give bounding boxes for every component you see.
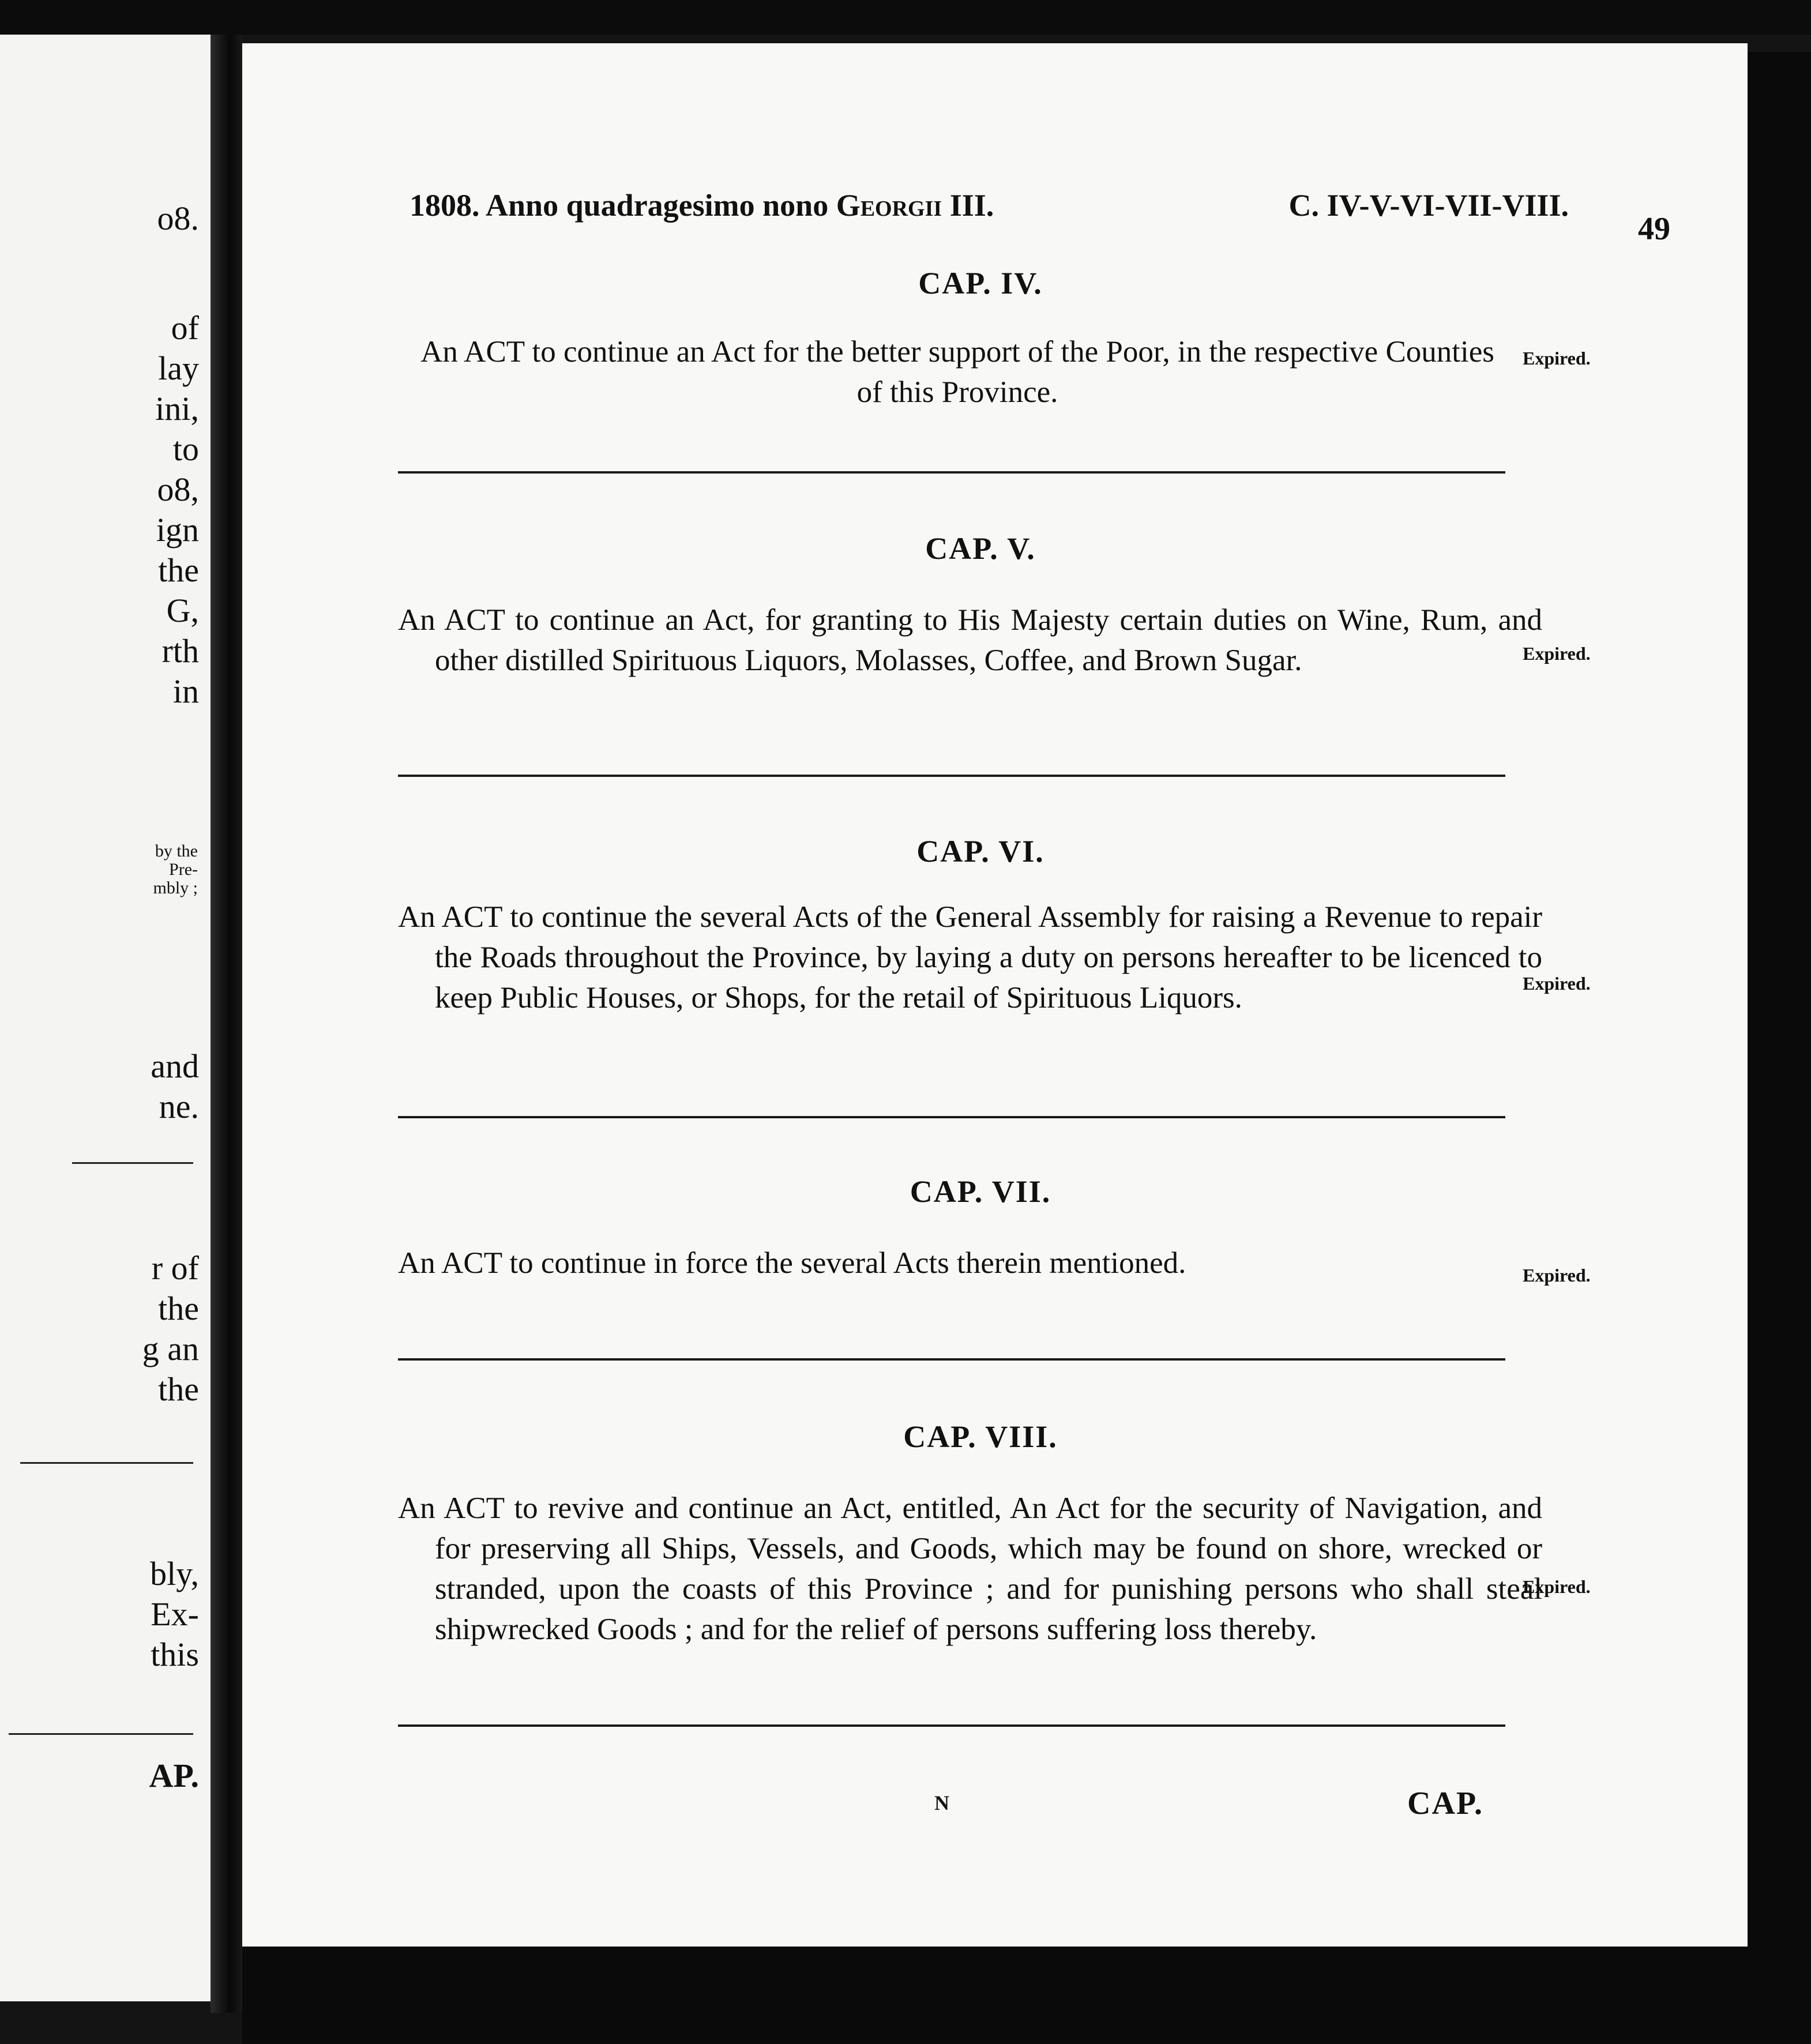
scan-border-top bbox=[0, 0, 1811, 35]
running-head bbox=[409, 187, 1569, 223]
left-page-line: lay bbox=[158, 350, 199, 387]
left-margin-note: by the bbox=[155, 841, 198, 861]
left-page-line: G, bbox=[166, 592, 199, 629]
left-page-line: this bbox=[151, 1636, 199, 1673]
act-text: An ACT to continue an Act, for granting to His Majesty certain duties on Wine, Rum, and other distilled Spirituous Liquors, Molasses, Coffee, and Brown Sugar. bbox=[398, 603, 1542, 677]
left-rule bbox=[20, 1462, 193, 1464]
scan-border-bottom bbox=[242, 1947, 1748, 2044]
book-gutter bbox=[211, 35, 242, 2013]
left-page-line: the bbox=[158, 551, 199, 589]
scan-border-right bbox=[1748, 52, 1811, 2044]
left-page-line: of bbox=[171, 309, 199, 347]
cap-heading: CAP. VI. bbox=[916, 834, 1044, 869]
left-rule bbox=[9, 1733, 193, 1735]
running-head-chapters: C. IV-V-VI-VII-VIII. bbox=[1288, 188, 1569, 223]
status-note: Expired. bbox=[1523, 1576, 1591, 1597]
page-number: 49 bbox=[1638, 211, 1670, 247]
left-catchword: AP. bbox=[149, 1757, 199, 1794]
cap-heading: CAP. VIII. bbox=[903, 1419, 1058, 1454]
left-page-line: the bbox=[158, 1370, 199, 1408]
signature-mark: N bbox=[934, 1791, 949, 1814]
status-note: Expired. bbox=[1523, 973, 1591, 994]
left-page-fragment bbox=[0, 35, 211, 2001]
left-page-line: in bbox=[172, 672, 199, 710]
status-note: Expired. bbox=[1523, 348, 1591, 369]
left-margin-note: Pre- bbox=[169, 860, 198, 879]
right-page bbox=[242, 43, 1748, 1947]
left-page-line: g an bbox=[142, 1330, 199, 1367]
cap-heading: CAP. VII. bbox=[910, 1174, 1051, 1209]
left-page-line: the bbox=[158, 1290, 199, 1327]
left-margin-note: mbly ; bbox=[153, 878, 198, 897]
section-rule bbox=[398, 775, 1505, 777]
left-page-line: and bbox=[151, 1047, 199, 1085]
running-head-regnal: III. bbox=[949, 188, 994, 223]
left-page-line: to bbox=[172, 430, 199, 468]
left-page-line: Ex- bbox=[151, 1595, 199, 1633]
left-page-line: ne. bbox=[159, 1088, 199, 1125]
section-rule bbox=[398, 1724, 1505, 1727]
section-rule bbox=[398, 1358, 1505, 1361]
left-page-line: o8, bbox=[157, 471, 199, 508]
left-page-line: o8. bbox=[157, 200, 199, 237]
left-page-line: rth bbox=[161, 632, 199, 670]
left-page-line: bly, bbox=[150, 1555, 199, 1592]
running-head-year: 1808. bbox=[409, 188, 480, 223]
left-page-line: ini, bbox=[155, 390, 199, 427]
section-rule bbox=[398, 471, 1505, 474]
cap-heading: CAP. V. bbox=[925, 531, 1036, 566]
left-rule bbox=[72, 1162, 193, 1164]
left-page-line: r of bbox=[151, 1249, 199, 1287]
act-text: An ACT to continue in force the several Acts therein mentioned. bbox=[398, 1246, 1186, 1280]
catchword: CAP. bbox=[1407, 1786, 1483, 1821]
section-rule bbox=[398, 1116, 1505, 1118]
running-head-king: Georgii bbox=[836, 188, 942, 223]
status-note: Expired. bbox=[1523, 643, 1591, 664]
left-page-line: ign bbox=[156, 511, 199, 548]
cap-heading: CAP. IV. bbox=[918, 266, 1043, 300]
act-text: An ACT to revive and continue an Act, entitled, An Act for the security of Navigation, and for preserving all Ships, Vessels, and Goods, which may be found on shore, wrecked or stranded, upon the coasts of this Province ; and for punishing persons who shall steal shipwrecked Goods ; and for the relief of persons suffering loss thereby. bbox=[398, 1491, 1542, 1646]
running-head-text: Anno quadragesimo nono bbox=[486, 188, 829, 223]
act-text: An ACT to continue the several Acts of the General Assembly for raising a Revenue to repair the Roads throughout the Province, by laying a duty on persons hereafter to be licenced to keep Public Houses, or Shops, for the retail of Spirituous Liquors. bbox=[398, 900, 1542, 1015]
act-text: An ACT to continue an Act for the better support of the Poor, in the respective Counties of this Province. bbox=[420, 335, 1494, 409]
status-note: Expired. bbox=[1523, 1265, 1591, 1286]
